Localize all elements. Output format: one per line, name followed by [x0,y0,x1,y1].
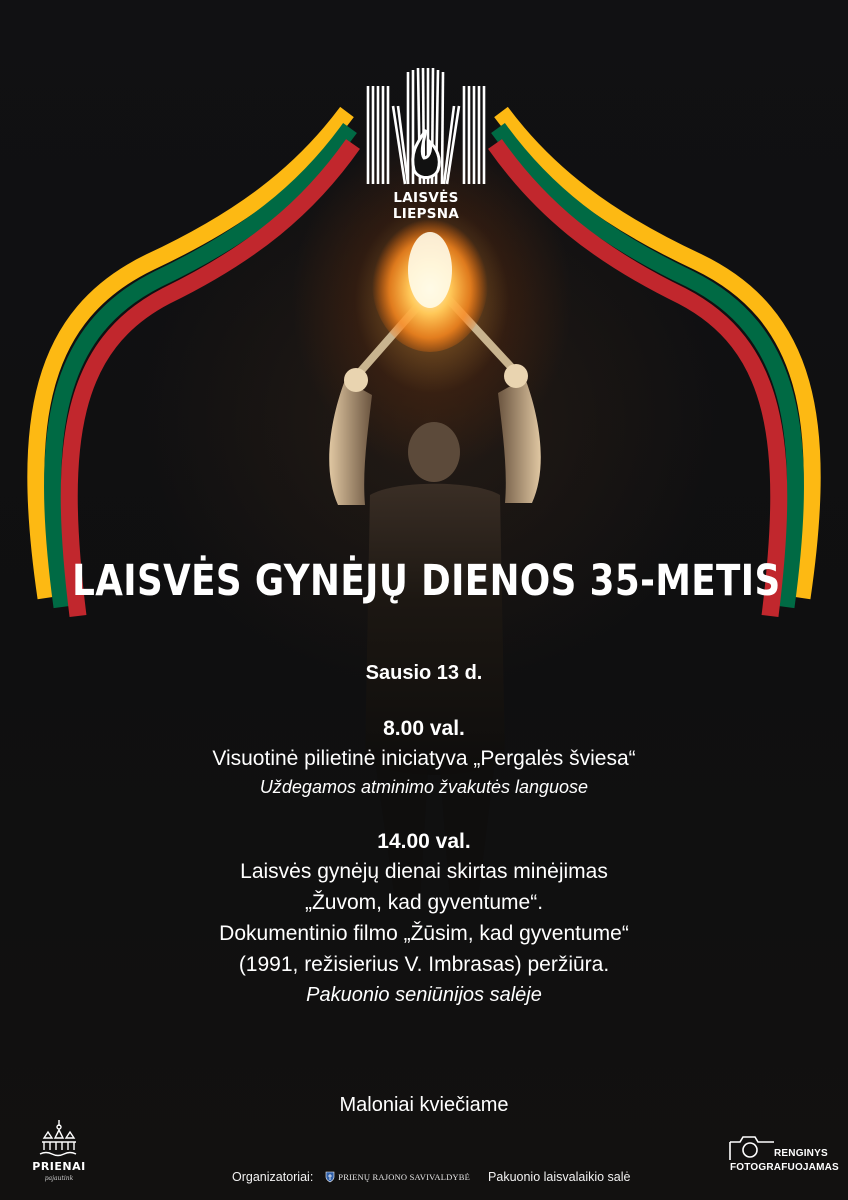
event-location: Pakuonio seniūnijos salėje [306,984,542,1006]
event-description: Laisvės gynėjų dienai skirtas minėjimas [240,860,608,883]
photo-notice [728,1134,838,1184]
laisves-liepsna-logo [360,66,492,222]
event-details [0,662,848,1010]
prienai-label: PRIENAI [32,1160,86,1173]
logo-text: LAISVĖS LIEPSNA [392,190,460,222]
photo-notice-line1: RENGINYS [774,1148,828,1159]
event-description: Dokumentinio filmo „Žūsim, kad gyventume“ [219,922,629,945]
municipality-name: PRIENŲ RAJONO SAVIVALDYBĖ [338,1172,471,1182]
prienai-town-icon [28,1118,90,1158]
prienai-logo [28,1118,90,1188]
organizers [232,1167,630,1187]
photo-notice-line2: FOTOGRAFUOJAMAS [730,1162,839,1173]
flame-castle-icon [360,66,492,190]
venue-name: Pakuonio laisvalaikio salė [488,1170,631,1184]
municipality [325,1171,470,1183]
shield-icon [325,1171,335,1183]
event-morning [0,715,848,800]
event-description: Visuotinė pilietinė iniciatyva „Pergalės šviesa“ [212,747,636,770]
event-afternoon [0,828,848,1010]
prienai-tagline: pajautink [44,1175,74,1182]
organizers-label: Organizatoriai: [232,1170,314,1184]
event-description: „Žuvom, kad gyventume“. [304,891,544,914]
event-description: (1991, režisierius V. Imbrasas) peržiūra. [238,953,610,976]
camera-icon [728,1134,778,1164]
event-date: Sausio 13 d. [365,662,483,684]
headline: LAISVĖS GYNĖJŲ DIENOS 35-METIS [72,556,781,606]
closing-invitation: Maloniai kviečiame [339,1094,509,1116]
event-time: 14.00 val. [377,830,471,853]
event-location: Uždegamos atminimo žvakutės languose [259,777,589,797]
event-time: 8.00 val. [383,717,465,740]
